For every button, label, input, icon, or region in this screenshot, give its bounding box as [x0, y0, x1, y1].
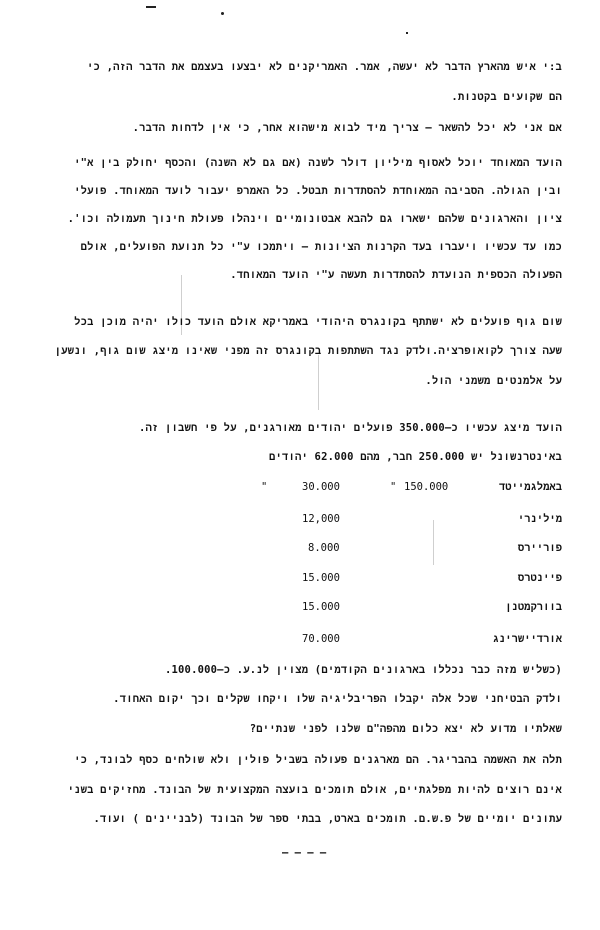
union-name: בוורקמטנן [505, 601, 562, 613]
end-of-section-mark: – – – – [282, 847, 327, 859]
text-line: אם אני לא יכל להשאר – צריך מיד לבוא מישהוא אחר, כי אין לדחות הדבר. [132, 122, 562, 134]
text-line: הם שקועים בקטנות. [451, 91, 562, 103]
union-value: 12,000 [302, 513, 340, 525]
union-value: 8.000 [308, 542, 340, 554]
text-line: ובין הגולה. הסביבה המאוחדת להסתדרות תבטל. כל האמרפ יעבור לועד המאוחד. פועלי [74, 185, 562, 197]
scan-fold-line [433, 520, 434, 565]
text-line: הועד המאוחד יוכל לאסוף מיליון דולר לשנה (אם גם לא השנה) והכסף יחולק בין א"י [74, 157, 562, 169]
union-name: באמלגמייטד [498, 481, 562, 493]
union-name: אורדיישרינג [492, 633, 562, 645]
text-line: הועד מיצג עכשיו כ–350.000 פועלים יהודים מאורגנים, על פי חשבון זה. [139, 422, 562, 434]
text-line: תלה את האשמה בהבריגר. הם מארגנים פעולה בשביל פולין ולא שולחים כסף לבונד, כי [74, 754, 562, 766]
union-name: פוריירס [517, 542, 562, 554]
text-line: שום גוף פועלים לא ישתתף בקונגרס היהודי באמריקא אולם הועד כולו יהיה מוכן בכל [74, 316, 562, 328]
scan-fold-line [318, 355, 319, 410]
union-value: 30.000 [302, 481, 340, 493]
text-line: שאלתיו מדוע לא יצא כלום מהפה"ם שלנו לפני שנתיים? [249, 723, 562, 735]
union-name: פיינטרס [517, 572, 562, 584]
text-line: הפעולה הכספית הנועדת להסתדרות תעשה ע"י הועד המאוחד. [230, 269, 562, 281]
union-name: מילינרי [517, 513, 562, 525]
union-value: 15.000 [302, 601, 340, 613]
text-line: באינטרנשונל יש 250.000 חבר, מהם 62.000 יהודים [269, 451, 562, 463]
union-value: 70.000 [302, 633, 340, 645]
text-line: ולדק הבטיחני שכל אלה יקבלו הפריבליגיה שלו ויקחו שקלים וכך יקום האחוד. [113, 693, 562, 705]
union-ditto: " [390, 481, 397, 493]
text-line: ציון והארגונים שלהם ישארו גם להבא אבטונומיים וינהלו פעולת חינוך תעמולה וכו'. [67, 213, 562, 225]
text-line: עתונים יומיים של פ.ש.ם. תומכים בארט, בבתי ספר של הבונד (לבניינים ) ועוד. [93, 813, 562, 825]
scan-speck [146, 6, 156, 8]
text-line: אינם רוצים להיות מפלגתיים, אולם תומכים בועצה המקצועית של הבונד. מחזיקים בשני [67, 784, 562, 796]
union-extra-value: 150.000 [404, 481, 449, 493]
text-line: על אלמנטים משמני הול. [425, 375, 562, 387]
scan-speck [406, 32, 408, 34]
text-line: (כשליש מזה כבר נכללו בארגונים הקודמים) מצוין לנ.ע. כ–100.000. [164, 664, 562, 676]
scan-speck [221, 12, 224, 15]
text-line: כמו עד עכשיו ויעברו בעד הקרנות הציונות – ויתמכו ע"י כל תנועת הפועלים, אולם [80, 241, 562, 253]
text-line: שעה צורך לקואופרציה.ולדק נגד השתתפות בקונגרס זה מפני שאינו מיצג שום גוף, ונשען [54, 345, 562, 357]
union-value: 15.000 [302, 572, 340, 584]
union-ditto: " [261, 481, 268, 493]
text-line: ב:י איש מהארץ הדבר לא יעשה, אמר. האמריקנים לא יבצעו בעצמם את הדבר הזה, כי [87, 61, 562, 73]
